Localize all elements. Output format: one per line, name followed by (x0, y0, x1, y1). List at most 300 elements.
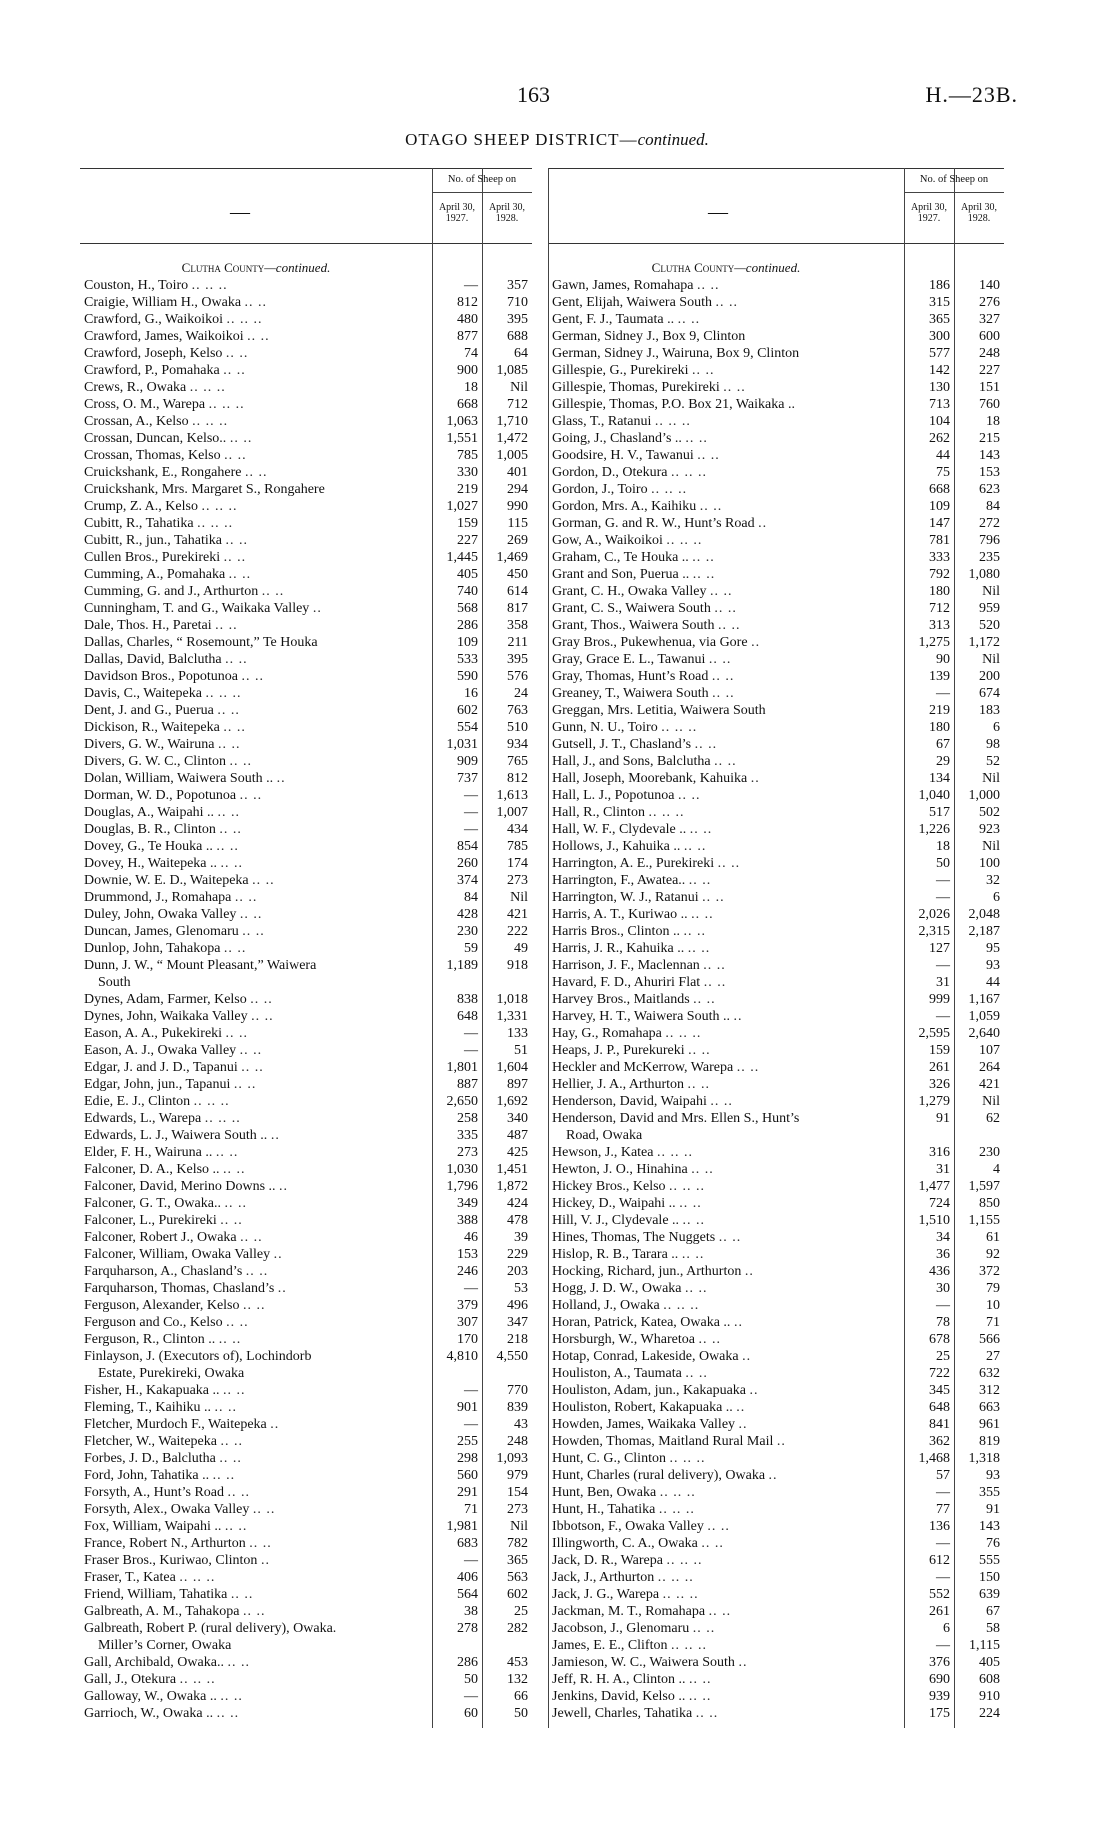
sheep-count-1928: 819 (979, 1434, 1000, 1449)
sheep-count-1928: 405 (979, 1655, 1000, 1670)
sheep-count-1928: 43 (514, 1417, 528, 1432)
entry-name-text: Crump, Z. A., Kelso (84, 499, 198, 514)
sheep-count-1927: 46 (464, 1230, 478, 1245)
entry-name-text: Gordon, Mrs. A., Kaihiku (552, 499, 697, 514)
table-row (80, 1314, 532, 1331)
sheep-count-1928: 1,155 (968, 1213, 1000, 1228)
table-row (548, 396, 1004, 413)
entry-name-text: Gillespie, Thomas, P.O. Box 21, Waikaka .. (552, 397, 795, 412)
sheep-count-1928: 1,007 (496, 805, 528, 820)
sheep-count-1928: 347 (507, 1315, 528, 1330)
sheep-count-1928: 25 (514, 1604, 528, 1619)
sheep-count-1927: 57 (936, 1468, 950, 1483)
sheep-count-1928: 222 (507, 924, 528, 939)
entry-name (84, 1688, 430, 1705)
leader-dots: .. .. .. (648, 805, 685, 820)
sheep-count-1928: 365 (507, 1553, 528, 1568)
entry-name-text: Henderson, David, Waipahi (552, 1094, 707, 1109)
leader-dots: .. .. (723, 380, 746, 395)
entry-name (84, 991, 430, 1008)
table-row (548, 1280, 1004, 1297)
entry-name-text: Harris Bros., Clinton .. (552, 924, 680, 939)
sheep-count-1927: 999 (929, 992, 950, 1007)
entry-name (84, 362, 430, 379)
leader-dots: .. .. (219, 822, 242, 837)
sheep-count-1927: 2,650 (446, 1094, 478, 1109)
table-row (548, 1535, 1004, 1552)
sheep-count-1927: — (464, 1689, 478, 1704)
table-row (548, 1620, 1004, 1637)
entry-name-text: Gall, Archibald, Owaka.. (84, 1655, 224, 1670)
sheep-count-1927: 255 (457, 1434, 478, 1449)
table-row (548, 1518, 1004, 1535)
entry-name (84, 651, 430, 668)
table-row (80, 838, 532, 855)
table-row (548, 651, 1004, 668)
table-row (548, 1212, 1004, 1229)
sheep-count-1927: 16 (464, 686, 478, 701)
table-row (548, 872, 1004, 889)
leader-dots: .. .. (239, 788, 263, 803)
sheep-count-1927: 2,315 (918, 924, 950, 939)
entry-name (552, 974, 902, 991)
sheep-count-1927: 78 (936, 1315, 950, 1330)
table-row (548, 1450, 1004, 1467)
leader-dots: .. .. .. (651, 482, 688, 497)
sheep-count-1928: 1,597 (968, 1179, 1000, 1194)
leader-dots: .. .. (699, 499, 723, 514)
entry-name (552, 1705, 902, 1722)
sheep-count-1927: 335 (457, 1128, 478, 1143)
entry-name (84, 583, 430, 600)
sheep-count-1928: 27 (986, 1349, 1000, 1364)
entry-name (552, 549, 902, 566)
entry-name-text: Couston, H., Toiro (84, 278, 189, 293)
table-row (548, 277, 1004, 294)
sheep-count-1928: 2,640 (968, 1026, 1000, 1041)
entry-name-text: Dynes, Adam, Farmer, Kelso (84, 992, 247, 1007)
sheep-count-1927: — (464, 1281, 478, 1296)
sheep-count-1927: 1,801 (446, 1060, 478, 1075)
sheep-count-1928: 132 (507, 1672, 528, 1687)
leader-dots: .. .. (215, 1145, 239, 1160)
sheep-count-1928: 639 (979, 1587, 1000, 1602)
sheep-count-1928: 203 (507, 1264, 528, 1279)
sheep-count-1928: 62 (986, 1111, 1000, 1126)
leader-dots: .. .. (224, 448, 247, 463)
sheep-count-1927: 230 (457, 924, 478, 939)
entry-name-text: Galloway, W., Owaka .. (84, 1689, 217, 1704)
sheep-count-1928: Nil (982, 652, 1000, 667)
leader-dots: .. (758, 516, 768, 531)
sheep-count-1927: 2,026 (918, 907, 950, 922)
sheep-count-1927: 376 (929, 1655, 950, 1670)
entry-name-text: Gawn, James, Romahapa (552, 278, 694, 293)
entry-name-text: Gutsell, J. T., Chasland’s (552, 737, 692, 752)
col-1928-header: April 30, 1928. (488, 202, 526, 224)
sheep-count-1928: 76 (986, 1536, 1000, 1551)
leader-dots: .. .. (227, 1655, 250, 1670)
entry-name (552, 617, 902, 634)
entry-name (84, 447, 430, 464)
sheep-count-1928: 95 (986, 941, 1000, 956)
entry-name (84, 1484, 430, 1501)
entry-name (84, 821, 430, 838)
entry-name (552, 906, 902, 923)
table-row (548, 515, 1004, 532)
right-rows (548, 277, 1004, 1722)
leader-dots: .. .. (215, 618, 238, 633)
entry-name-text: Edgar, J. and J. D., Tapanui (84, 1060, 238, 1075)
sheep-count-1927: 388 (457, 1213, 478, 1228)
leader-dots: .. .. (224, 1196, 247, 1211)
table-row (548, 991, 1004, 1008)
entry-name-text: Harrington, F., Awatea.. (552, 873, 686, 888)
entry-name (84, 957, 430, 991)
table-row (80, 498, 532, 515)
table-row (80, 1382, 532, 1399)
entry-name (552, 736, 902, 753)
entry-name-text: Grant and Son, Puerua .. (552, 567, 690, 582)
table-row (80, 1518, 532, 1535)
sheep-count-1927: 406 (457, 1570, 478, 1585)
sheep-count-1927: — (936, 686, 950, 701)
table-row (80, 736, 532, 753)
entry-name (84, 804, 430, 821)
entry-name (552, 1467, 902, 1484)
entry-name-text: Jack, J., Arthurton (552, 1570, 655, 1585)
sheep-count-1928: 395 (507, 312, 528, 327)
sheep-count-1928: 49 (514, 941, 528, 956)
entry-name (552, 1144, 902, 1161)
entry-name (552, 277, 902, 294)
sheep-count-1927: 781 (929, 533, 950, 548)
table-row (80, 787, 532, 804)
sheep-count-1928: Nil (510, 1519, 528, 1534)
entry-name (552, 1365, 902, 1382)
entry-name-text: Cruickshank, E., Rongahere (84, 465, 242, 480)
table-row (548, 702, 1004, 719)
leader-dots: .. .. .. (656, 1145, 693, 1160)
sheep-count-1928: 2,187 (968, 924, 1000, 939)
leader-dots: .. .. .. (657, 1570, 694, 1585)
sheep-count-1928: 39 (514, 1230, 528, 1245)
sheep-count-1927: 153 (457, 1247, 478, 1262)
entry-name-text: Douglas, A., Waipahi .. (84, 805, 215, 820)
entry-name-text: Hickey Bros., Kelso (552, 1179, 666, 1194)
sheep-count-1928: 663 (979, 1400, 1000, 1415)
entry-name-text: Hay, G., Romahapa (552, 1026, 662, 1041)
entry-name-text: Heaps, J. P., Purekureki (552, 1043, 685, 1058)
entry-name (552, 1518, 902, 1535)
sheep-count-1927: — (936, 958, 950, 973)
entry-name-text: Grant, C. S., Waiwera South (552, 601, 711, 616)
entry-name (552, 1331, 902, 1348)
entry-name (552, 1688, 902, 1705)
sheep-count-1927: 1,510 (918, 1213, 950, 1228)
leader-dots: .. .. .. (663, 1298, 700, 1313)
sheep-count-1927: 877 (457, 329, 478, 344)
leader-dots: .. .. .. (204, 1111, 241, 1126)
table-row (80, 1161, 532, 1178)
entry-name (552, 923, 902, 940)
leader-dots: .. .. (244, 295, 268, 310)
entry-name (84, 1110, 430, 1127)
table-row (548, 532, 1004, 549)
table-row (80, 600, 532, 617)
sheep-count-1927: 590 (457, 669, 478, 684)
sheep-count-1927: 2,595 (918, 1026, 950, 1041)
entry-name-text: Edgar, John, jun., Tapanui (84, 1077, 231, 1092)
sheep-count-1927: — (936, 873, 950, 888)
sheep-count-1928: 600 (979, 329, 1000, 344)
leader-dots: .. .. (229, 754, 252, 769)
entry-name-text: Eason, A. A., Pukekireki (84, 1026, 223, 1041)
county-continued: —continued. (264, 260, 331, 275)
entry-name-text: Davis, C., Waitepeka (84, 686, 202, 701)
sheep-count-1928: 4,550 (496, 1349, 528, 1364)
sheep-count-1928: 421 (979, 1077, 1000, 1092)
leader-dots: .. .. (216, 1706, 240, 1721)
leader-dots: .. (776, 1434, 786, 1449)
entry-name (84, 1280, 430, 1297)
sheep-count-1927: 260 (457, 856, 478, 871)
sheep-count-1928: 312 (979, 1383, 1000, 1398)
entry-name-text: Duncan, James, Glenomaru (84, 924, 239, 939)
sheep-count-1928: 269 (507, 533, 528, 548)
table-row (548, 719, 1004, 736)
leader-dots: .. .. .. (226, 312, 263, 327)
table-row (80, 345, 532, 362)
table-row (548, 906, 1004, 923)
entry-name (552, 1297, 902, 1314)
leader-dots: .. .. (261, 584, 285, 599)
table-row (80, 668, 532, 685)
entry-name (84, 736, 430, 753)
leader-dots: .. (738, 1655, 748, 1670)
table-row (548, 328, 1004, 345)
sheep-count-1927: 349 (457, 1196, 478, 1211)
entry-name-text: Crawford, G., Waikoikoi (84, 312, 223, 327)
sheep-count-1928: 1,872 (496, 1179, 528, 1194)
table-row (80, 1603, 532, 1620)
sheep-count-1928: 1,005 (496, 448, 528, 463)
entry-name-text: Falconer, L., Purekireki (84, 1213, 217, 1228)
entry-name (552, 1025, 902, 1042)
leader-dots: .. .. .. (669, 1179, 706, 1194)
sheep-count-1927: — (936, 1298, 950, 1313)
table-row (548, 294, 1004, 311)
col-1927-header: April 30, 1927. (910, 202, 948, 224)
table-row (80, 1654, 532, 1671)
entry-name-text: Harrington, W. J., Ratanui (552, 890, 699, 905)
sheep-count-1928: 1,451 (496, 1162, 528, 1177)
entry-name-text: Dorman, W. D., Popotunoa (84, 788, 237, 803)
entry-name (552, 379, 902, 396)
entry-name-text: Goodsire, H. V., Tawanui (552, 448, 694, 463)
sheep-count-1928: 1,472 (496, 431, 528, 446)
sheep-count-1928: 450 (507, 567, 528, 582)
entry-name (552, 1586, 902, 1603)
leader-dots: .. .. (239, 1043, 263, 1058)
entry-name (552, 1569, 902, 1586)
table-row (548, 1331, 1004, 1348)
sheep-count-1928: 6 (993, 890, 1000, 905)
table-row (80, 617, 532, 634)
entry-name-text: Greaney, T., Waiwera South (552, 686, 709, 701)
sheep-count-1928: 496 (507, 1298, 528, 1313)
sheep-count-1927: 1,063 (446, 414, 478, 429)
leader-dots: .. .. (693, 992, 716, 1007)
entry-name (552, 345, 902, 362)
entry-name (552, 991, 902, 1008)
sheep-count-1927: 142 (929, 363, 950, 378)
leader-dots: .. (768, 1468, 778, 1483)
entry-name-text: Falconer, D. A., Kelso .. (84, 1162, 220, 1177)
entry-name-text: Cubitt, R., jun., Tahatika (84, 533, 222, 548)
entry-name-text: Hunt, H., Tahatika (552, 1502, 656, 1517)
sheep-count-1928: 979 (507, 1468, 528, 1483)
sheep-count-1927: 330 (457, 465, 478, 480)
table-row (80, 1008, 532, 1025)
entry-name-text: Cumming, G. and J., Arthurton (84, 584, 259, 599)
entry-name-text: Crossan, A., Kelso (84, 414, 189, 429)
leader-dots: .. (749, 1383, 759, 1398)
sheep-count-1927: 278 (457, 1621, 478, 1636)
sheep-count-1927: 838 (457, 992, 478, 1007)
entry-name-text: Galbreath, Robert P. (rural delivery), Owaka. (84, 1621, 337, 1636)
entry-name-text: Harris, A. T., Kuriwao .. (552, 907, 688, 922)
entry-name (552, 1161, 902, 1178)
sheep-count-1927: 1,477 (918, 1179, 950, 1194)
sheep-count-1928: 52 (986, 754, 1000, 769)
entry-name-continued: Estate, Purekireki, Owaka (98, 1366, 245, 1381)
table-row (80, 481, 532, 498)
sheep-count-1928: 839 (507, 1400, 528, 1415)
entry-name-text: Gall, J., Otekura (84, 1672, 177, 1687)
sheep-count-1928: 67 (986, 1604, 1000, 1619)
sheep-count-1927: 678 (929, 1332, 950, 1347)
entry-name (84, 923, 430, 940)
table-row (80, 447, 532, 464)
leader-dots: .. .. (685, 431, 708, 446)
entry-name-text: Howden, Thomas, Maitland Rural Mail (552, 1434, 774, 1449)
sheep-count-1928: 1,059 (968, 1009, 1000, 1024)
sheep-count-1928: 372 (979, 1264, 1000, 1279)
sheep-count-1927: 362 (929, 1434, 950, 1449)
sheep-count-1927: 554 (457, 720, 478, 735)
table-row (80, 702, 532, 719)
entry-name-text: Fletcher, Murdoch F., Waitepeka (84, 1417, 267, 1432)
entry-name-text: Jack, J. G., Warepa (552, 1587, 660, 1602)
sheep-count-1928: 264 (979, 1060, 1000, 1075)
sheep-count-1927: 31 (936, 1162, 950, 1177)
sheep-count-1928: 154 (507, 1485, 528, 1500)
table-row (548, 1637, 1004, 1654)
sheep-count-1927: 90 (936, 652, 950, 667)
sheep-count-1927: 841 (929, 1417, 950, 1432)
entry-name (552, 532, 902, 549)
leader-dots: .. .. (691, 363, 715, 378)
sheep-count-1927: — (936, 1638, 950, 1653)
sheep-count-1928: 478 (507, 1213, 528, 1228)
sheep-count-1927: 316 (929, 1145, 950, 1160)
entry-name-text: Falconer, David, Merino Downs .. (84, 1179, 276, 1194)
leader-dots: .. .. (212, 1468, 236, 1483)
entry-name (84, 1399, 430, 1416)
sheep-count-1927: 219 (457, 482, 478, 497)
sheep-count-1928: 84 (986, 499, 1000, 514)
entry-name (84, 600, 430, 617)
sheep-count-1927: 313 (929, 618, 950, 633)
entry-name (552, 668, 902, 685)
entry-name (552, 1229, 902, 1246)
entry-name (84, 464, 430, 481)
table-row (548, 447, 1004, 464)
table-row (80, 1144, 532, 1161)
sheep-count-1928: 632 (979, 1366, 1000, 1381)
sheep-count-1927: 1,027 (446, 499, 478, 514)
entry-name-text: Hunt, Charles (rural delivery), Owaka (552, 1468, 766, 1483)
sheep-count-1928: Nil (982, 839, 1000, 854)
sheep-count-1928: 50 (514, 1706, 528, 1721)
sheep-count-1927: 4,810 (446, 1349, 478, 1364)
table-row (80, 1178, 532, 1195)
sheep-count-1927: 50 (464, 1672, 478, 1687)
table-row (80, 855, 532, 872)
entry-name-text: Havard, F. D., Ahuriri Flat (552, 975, 701, 990)
sheep-count-1928: 143 (979, 1519, 1000, 1534)
sheep-count-1927: — (936, 1536, 950, 1551)
entry-name-text: Edwards, L., Warepa (84, 1111, 202, 1126)
entry-name-text: Dallas, Charles, “ Rosemount,” Te Houka (84, 635, 318, 650)
leader-dots: .. .. (692, 567, 716, 582)
sheep-count-1928: 218 (507, 1332, 528, 1347)
table-row (80, 1280, 532, 1297)
sheep-count-1928: 520 (979, 618, 1000, 633)
entry-name (84, 1008, 430, 1025)
sheep-count-1927: 1,551 (446, 431, 478, 446)
entry-name-text: Fleming, T., Kaihiku .. (84, 1400, 212, 1415)
entry-name-text: Crews, R., Owaka (84, 380, 187, 395)
sheep-count-1927: 75 (936, 465, 950, 480)
table-row (548, 1399, 1004, 1416)
sheep-count-1927: 134 (929, 771, 950, 786)
entry-name (552, 1263, 902, 1280)
leader-dots: .. .. .. (670, 465, 707, 480)
entry-name (552, 1382, 902, 1399)
sheep-count-1928: 510 (507, 720, 528, 735)
entry-name (552, 498, 902, 515)
left-table (80, 168, 532, 1728)
sheep-count-1927: 1,468 (918, 1451, 950, 1466)
county-heading (80, 260, 432, 276)
entry-name (84, 1416, 430, 1433)
sheep-count-1928: 79 (986, 1281, 1000, 1296)
leader-dots: .. .. .. (205, 686, 242, 701)
table-row (80, 770, 532, 787)
sheep-count-1928: 782 (507, 1536, 528, 1551)
sheep-count-1927: 724 (929, 1196, 950, 1211)
entry-name-text: Falconer, G. T., Owaka.. (84, 1196, 221, 1211)
sheep-count-1927: 648 (929, 1400, 950, 1415)
sheep-count-1927: 84 (464, 890, 478, 905)
entry-name (84, 277, 430, 294)
sheep-count-1928: 53 (514, 1281, 528, 1296)
sheep-count-1927: 258 (457, 1111, 478, 1126)
leader-dots: .. .. .. (191, 278, 228, 293)
sheep-count-1927: 180 (929, 584, 950, 599)
